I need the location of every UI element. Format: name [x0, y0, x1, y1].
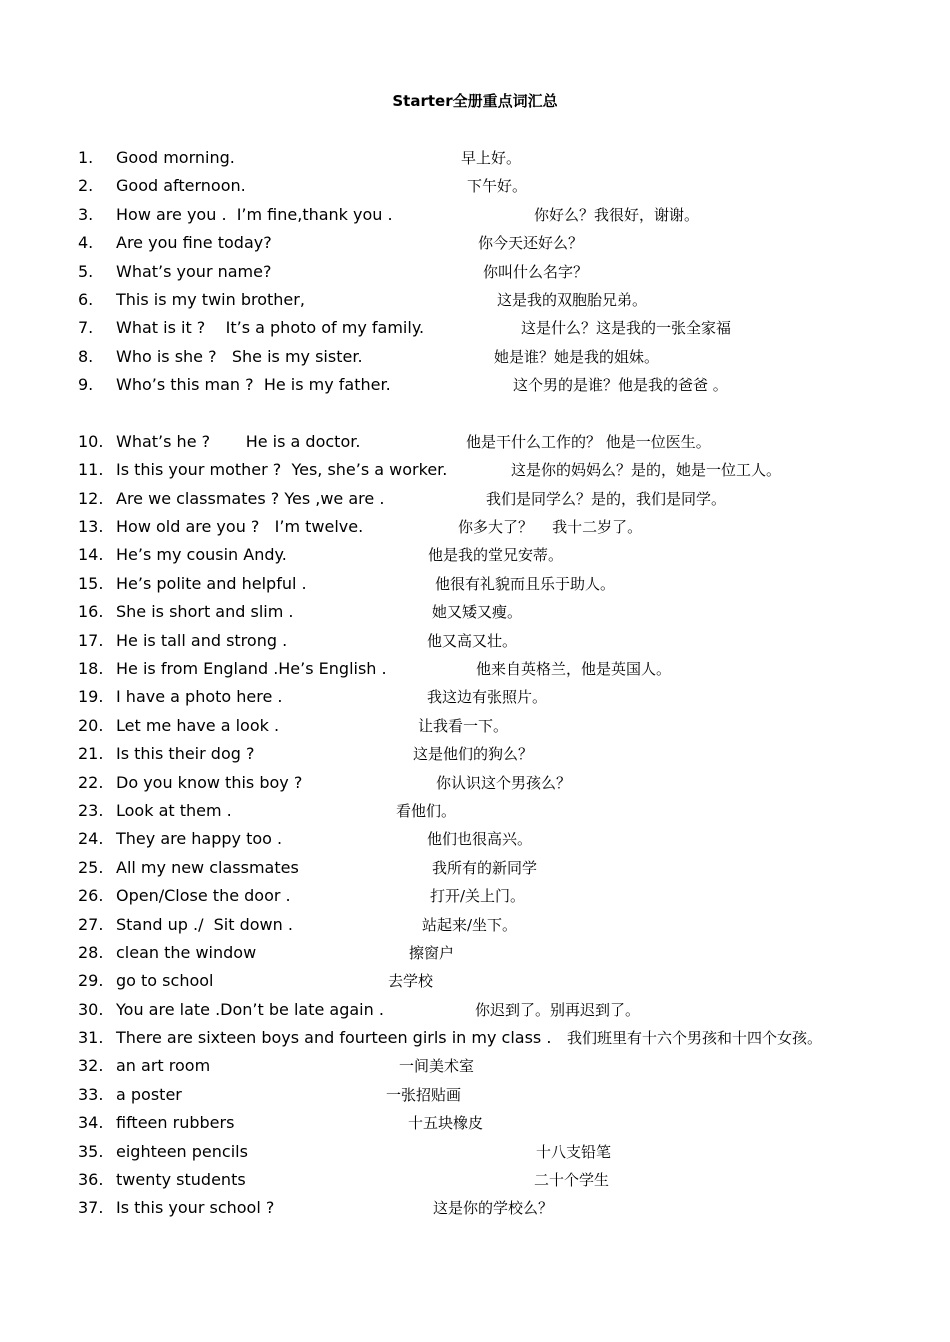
- chinese-translation: 我所有的新同学: [432, 859, 538, 877]
- list-item: [0, 827, 950, 851]
- chinese-translation: 这是你的学校么？: [433, 1199, 554, 1217]
- list-item: [0, 543, 950, 567]
- english-phrase: He’s my cousin Andy.: [116, 545, 287, 564]
- list-item: [0, 657, 950, 681]
- chinese-translation: 她是谁？她是我的姐妹。: [494, 348, 660, 366]
- list-item: [0, 856, 950, 880]
- list-item: [0, 316, 950, 340]
- chinese-translation: 这是什么？这是我的一张全家福: [521, 319, 732, 337]
- item-number: 24.: [78, 829, 104, 848]
- list-item: [0, 430, 950, 454]
- english-phrase: You are late .Don’t be late again .: [116, 1000, 384, 1019]
- item-number: 21.: [78, 744, 104, 763]
- chinese-translation: 这是我的双胞胎兄弟。: [497, 291, 648, 309]
- chinese-translation: 早上好。: [461, 149, 522, 167]
- item-number: 15.: [78, 574, 104, 593]
- list-item: [0, 913, 950, 937]
- item-number: 27.: [78, 915, 104, 934]
- chinese-translation: 打开/关上门。: [430, 887, 526, 905]
- english-phrase: fifteen rubbers: [116, 1113, 235, 1132]
- chinese-translation: 我们是同学么？是的，我们是同学。: [486, 490, 727, 508]
- list-item: [0, 515, 950, 539]
- chinese-translation: 他们也很高兴。: [427, 830, 533, 848]
- chinese-translation: 他来自英格兰，他是英国人。: [476, 660, 672, 678]
- item-number: 7.: [78, 318, 94, 337]
- list-item: [0, 742, 950, 766]
- english-phrase: How old are you ? I’m twelve.: [116, 517, 364, 536]
- chinese-translation: 让我看一下。: [418, 717, 509, 735]
- list-item: [0, 487, 950, 511]
- list-item: [0, 998, 950, 1022]
- chinese-translation: 一张招贴画: [386, 1086, 462, 1104]
- list-item: [0, 685, 950, 709]
- chinese-translation: 我们班里有十六个男孩和十四个女孩。: [567, 1029, 823, 1047]
- english-phrase: Open/Close the door .: [116, 886, 291, 905]
- chinese-translation: 他很有礼貌而且乐于助人。: [435, 575, 616, 593]
- item-number: 1.: [78, 148, 94, 167]
- chinese-translation: 十五块橡皮: [408, 1114, 484, 1132]
- list-item: [0, 458, 950, 482]
- chinese-translation: 你认识这个男孩么？: [436, 774, 572, 792]
- english-phrase: Good afternoon.: [116, 176, 246, 195]
- english-phrase: Are you fine today?: [116, 233, 272, 252]
- item-number: 37.: [78, 1198, 104, 1217]
- item-number: 36.: [78, 1170, 104, 1189]
- list-item: [0, 1054, 950, 1078]
- item-number: 2.: [78, 176, 94, 195]
- list-item: [0, 146, 950, 170]
- list-item: [0, 714, 950, 738]
- list-item: [0, 203, 950, 227]
- english-phrase: All my new classmates: [116, 858, 299, 877]
- english-phrase: Do you know this boy ?: [116, 773, 303, 792]
- english-phrase: Good morning.: [116, 148, 235, 167]
- item-number: 18.: [78, 659, 104, 678]
- chinese-translation: 你叫什么名字？: [483, 263, 589, 281]
- list-item: [0, 231, 950, 255]
- item-number: 31.: [78, 1028, 104, 1047]
- english-phrase: He’s polite and helpful .: [116, 574, 307, 593]
- item-number: 16.: [78, 602, 104, 621]
- chinese-translation: 他是我的堂兄安蒂。: [428, 546, 564, 564]
- item-number: 11.: [78, 460, 104, 479]
- english-phrase: He is from England .He’s English .: [116, 659, 387, 678]
- list-item: [0, 969, 950, 993]
- item-number: 26.: [78, 886, 104, 905]
- item-number: 3.: [78, 205, 94, 224]
- english-phrase: Look at them .: [116, 801, 232, 820]
- list-item: [0, 799, 950, 823]
- english-phrase: What’s he ? He is a doctor.: [116, 432, 361, 451]
- item-number: 4.: [78, 233, 94, 252]
- list-item: [0, 941, 950, 965]
- chinese-translation: 你多大了？ 我十二岁了。: [458, 518, 643, 536]
- item-number: 14.: [78, 545, 104, 564]
- item-number: 32.: [78, 1056, 104, 1075]
- english-phrase: She is short and slim .: [116, 602, 294, 621]
- english-phrase: How are you . I’m fine,thank you .: [116, 205, 393, 224]
- chinese-translation: 下午好。: [467, 177, 528, 195]
- english-phrase: Stand up ./ Sit down .: [116, 915, 293, 934]
- list-item: [0, 600, 950, 624]
- item-number: 28.: [78, 943, 104, 962]
- chinese-translation: 他是干什么工作的？ 他是一位医生。: [466, 433, 711, 451]
- item-number: 5.: [78, 262, 94, 281]
- list-item: [0, 771, 950, 795]
- list-item: [0, 572, 950, 596]
- chinese-translation: 这个男的是谁？他是我的爸爸 。: [513, 376, 728, 394]
- chinese-translation: 她又矮又瘦。: [432, 603, 523, 621]
- english-phrase: Are we classmates ? Yes ,we are .: [116, 489, 385, 508]
- english-phrase: Is this your school ?: [116, 1198, 275, 1217]
- item-number: 6.: [78, 290, 94, 309]
- item-number: 8.: [78, 347, 94, 366]
- item-number: 13.: [78, 517, 104, 536]
- list-item: [0, 174, 950, 198]
- item-number: 19.: [78, 687, 104, 706]
- list-item: [0, 260, 950, 284]
- english-phrase: go to school: [116, 971, 214, 990]
- item-number: 12.: [78, 489, 104, 508]
- list-item: [0, 288, 950, 312]
- english-phrase: I have a photo here .: [116, 687, 283, 706]
- title-cn: 全册重点词汇总: [452, 92, 558, 110]
- list-item: [0, 1026, 950, 1050]
- chinese-translation: 你今天还好么？: [478, 234, 584, 252]
- chinese-translation: 这是他们的狗么？: [413, 745, 534, 763]
- list-item: [0, 1196, 950, 1220]
- item-number: 20.: [78, 716, 104, 735]
- item-number: 35.: [78, 1142, 104, 1161]
- item-number: 9.: [78, 375, 94, 394]
- english-phrase: He is tall and strong .: [116, 631, 288, 650]
- chinese-translation: 一间美术室: [399, 1057, 475, 1075]
- item-number: 23.: [78, 801, 104, 820]
- english-phrase: This is my twin brother,: [116, 290, 305, 309]
- chinese-translation: 看他们。: [396, 802, 457, 820]
- english-phrase: There are sixteen boys and fourteen girls in my class .: [116, 1028, 552, 1047]
- chinese-translation: 站起来/坐下。: [422, 916, 518, 934]
- chinese-translation: 去学校: [388, 972, 434, 990]
- page-title: [0, 90, 950, 111]
- chinese-translation: 十八支铅笔: [536, 1143, 612, 1161]
- chinese-translation: 擦窗户: [409, 944, 455, 962]
- chinese-translation: 二十个学生: [534, 1171, 610, 1189]
- english-phrase: Let me have a look .: [116, 716, 280, 735]
- item-number: 17.: [78, 631, 104, 650]
- item-number: 33.: [78, 1085, 104, 1104]
- list-item: [0, 345, 950, 369]
- list-item: [0, 1111, 950, 1135]
- english-phrase: a poster: [116, 1085, 182, 1104]
- english-phrase: Who is she ? She is my sister.: [116, 347, 363, 366]
- english-phrase: Who’s this man ? He is my father.: [116, 375, 391, 394]
- chinese-translation: 我这边有张照片。: [427, 688, 548, 706]
- list-item: [0, 884, 950, 908]
- item-number: 29.: [78, 971, 104, 990]
- english-phrase: twenty students: [116, 1170, 246, 1189]
- english-phrase: What’s your name?: [116, 262, 272, 281]
- english-phrase: Is this their dog ?: [116, 744, 255, 763]
- english-phrase: What is it ? It’s a photo of my family.: [116, 318, 425, 337]
- item-number: 10.: [78, 432, 104, 451]
- list-item: [0, 1083, 950, 1107]
- title-en: Starter: [392, 92, 453, 110]
- english-phrase: eighteen pencils: [116, 1142, 248, 1161]
- list-item: [0, 629, 950, 653]
- list-item: [0, 1168, 950, 1192]
- item-number: 22.: [78, 773, 104, 792]
- english-phrase: Is this your mother ? Yes, she’s a worker.: [116, 460, 448, 479]
- list-item: [0, 373, 950, 397]
- chinese-translation: 他又高又壮。: [427, 632, 518, 650]
- list-item: [0, 1140, 950, 1164]
- chinese-translation: 你迟到了。别再迟到了。: [475, 1001, 641, 1019]
- chinese-translation: 你好么？我很好，谢谢。: [534, 206, 700, 224]
- english-phrase: an art room: [116, 1056, 211, 1075]
- english-phrase: They are happy too .: [116, 829, 283, 848]
- english-phrase: clean the window: [116, 943, 257, 962]
- chinese-translation: 这是你的妈妈么？是的，她是一位工人。: [511, 461, 782, 479]
- item-number: 25.: [78, 858, 104, 877]
- item-number: 30.: [78, 1000, 104, 1019]
- item-number: 34.: [78, 1113, 104, 1132]
